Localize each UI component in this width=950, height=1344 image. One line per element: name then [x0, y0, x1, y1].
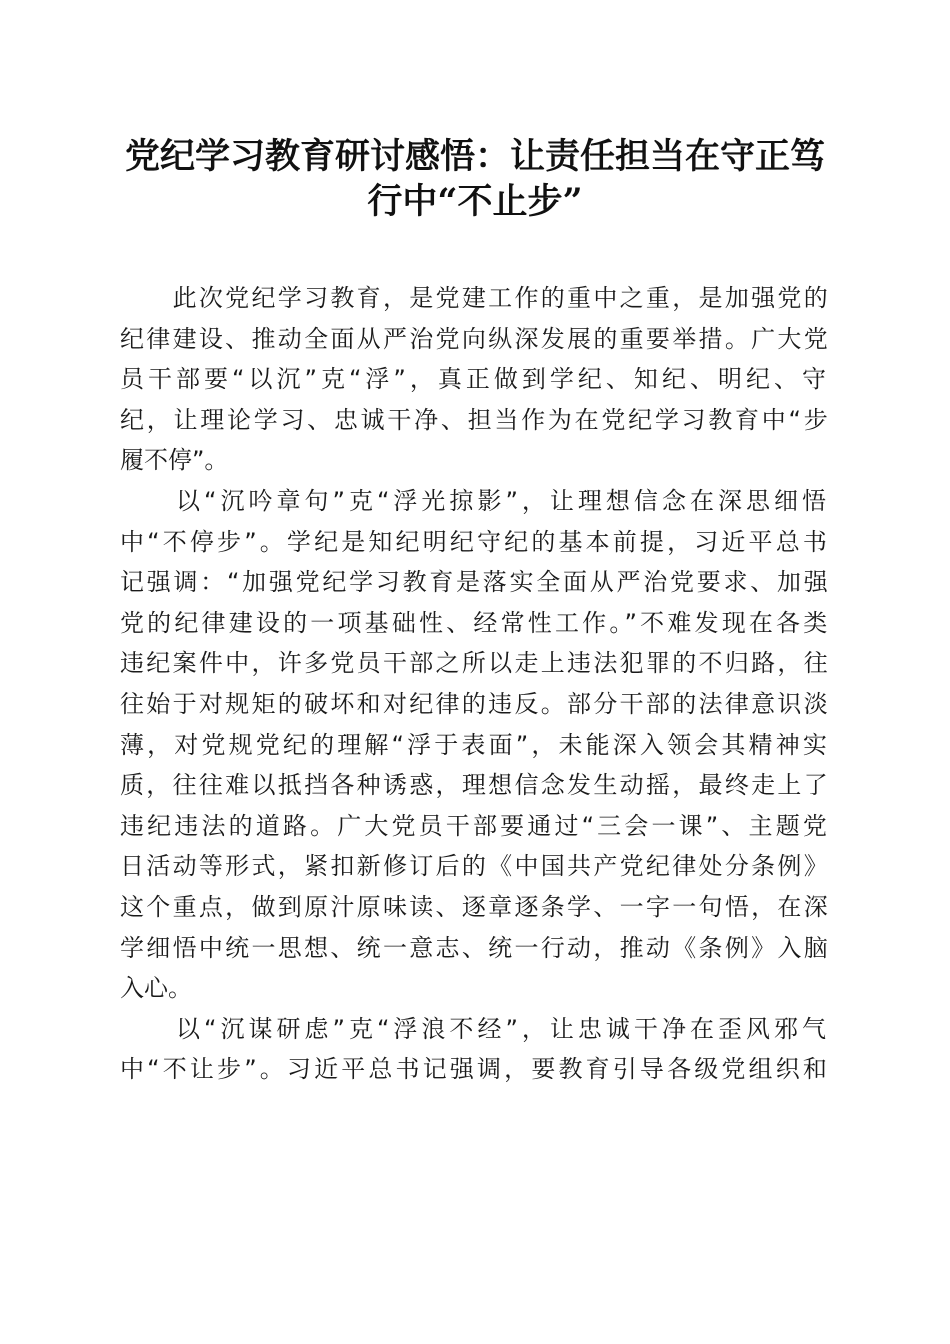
text-line: 学细悟中统一思想、统一意志、统一行动，推动《条例》入脑 — [120, 933, 830, 962]
text-line: 此次党纪学习教育，是党建工作的重中之重，是加强党的 — [120, 284, 830, 312]
text-line: 以“沉谋研虑”克“浮浪不经”，让忠诚干净在歪风邪气 — [120, 1014, 830, 1043]
text-line: 入心。 — [120, 974, 192, 1003]
text-line: 这个重点，做到原汁原味读、逐章逐条学、一字一句悟，在深 — [120, 892, 830, 921]
text-line: 中“不让步”。习近平总书记强调，要教育引导各级党组织和 — [120, 1055, 830, 1084]
text-line: 往始于对规矩的破坏和对纪律的违反。部分干部的法律意识淡 — [120, 689, 830, 718]
paragraph-3 — [120, 1009, 830, 1090]
paragraph-1 — [120, 278, 830, 481]
text-line: 违纪案件中，许多党员干部之所以走上违法犯罪的不归路，往 — [120, 649, 830, 678]
text-line: 违纪违法的道路。广大党员干部要通过“三会一课”、主题党 — [120, 811, 830, 840]
text-line: 履不停”。 — [120, 446, 229, 475]
text-line: 纪律建设、推动全面从严治党向纵深发展的重要举措。广大党 — [120, 324, 830, 353]
paragraph-2 — [120, 481, 830, 1009]
text-line: 员干部要“以沉”克“浮”，真正做到学纪、知纪、明纪、守 — [120, 365, 830, 394]
text-line: 中“不停步”。学纪是知纪明纪守纪的基本前提，习近平总书 — [120, 527, 830, 556]
text-line: 质，往往难以抵挡各种诱惑，理想信念发生动摇，最终走上了 — [120, 771, 830, 800]
document-body — [120, 278, 830, 1090]
text-line: 以“沉吟章句”克“浮光掠影”，让理想信念在深思细悟 — [120, 486, 830, 515]
document-title — [100, 134, 850, 224]
text-line: 记强调：“加强党纪学习教育是落实全面从严治党要求、加强 — [120, 568, 831, 597]
text-line: 薄，对党规党纪的理解“浮于表面”，未能深入领会其精神实 — [120, 730, 830, 759]
title-line-2: 行中“不止步” — [367, 181, 583, 222]
text-line: 党的纪律建设的一项基础性、经常性工作。”不难发现在各类 — [120, 608, 831, 637]
title-line-1: 党纪学习教育研讨感悟：让责任担当在守正笃 — [124, 136, 825, 177]
text-line: 纪，让理论学习、忠诚干净、担当作为在党纪学习教育中“步 — [120, 405, 831, 434]
text-line: 日活动等形式，紧扣新修订后的《中国共产党纪律处分条例》 — [120, 852, 830, 881]
